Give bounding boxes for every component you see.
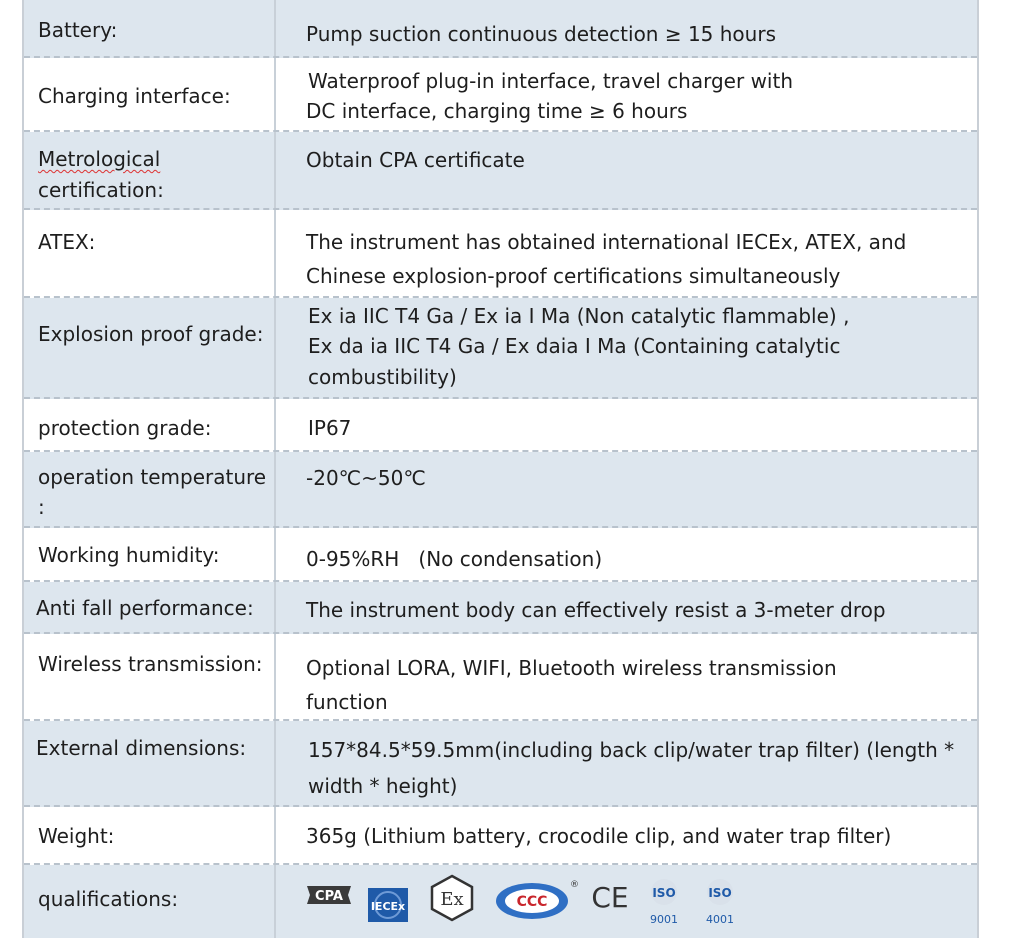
iso-9001-logo-icon <box>644 878 684 928</box>
iso-4001-logo-text: ISO <box>708 886 732 900</box>
row-label: Battery: <box>38 18 118 42</box>
iecex-logo-text: IECEx <box>370 900 406 913</box>
row-value: IP67 <box>308 416 352 440</box>
table-row <box>24 132 977 210</box>
cpa-logo-icon <box>304 882 354 908</box>
row-label-cell <box>24 807 276 863</box>
row-value-line: combustibility) <box>308 365 457 389</box>
row-value-cell <box>276 865 977 938</box>
row-value-line: Ex da ia IIC T4 Ga / Ex daia I Ma (Containing catalytic <box>308 334 841 358</box>
iecex-logo-icon <box>366 886 414 926</box>
table-row <box>24 58 977 132</box>
row-value-line: function <box>306 690 388 714</box>
table-row <box>24 582 977 634</box>
row-value-line: 157*84.5*59.5mm(including back clip/water trap filter) (length * <box>308 738 955 762</box>
row-value-cell <box>276 582 977 632</box>
row-value-cell <box>276 210 977 296</box>
row-label-cell <box>24 210 276 296</box>
table-row <box>24 0 977 58</box>
row-value-line: Ex ia IIC T4 Ga / Ex ia I Ma (Non catalytic flammable) , <box>308 304 850 328</box>
row-label-cell <box>24 58 276 130</box>
row-value: Obtain CPA certificate <box>306 148 525 172</box>
row-label: Weight: <box>38 824 115 848</box>
ex-logo-icon <box>428 874 476 922</box>
row-label-cell <box>24 132 276 208</box>
row-value: The instrument body can effectively resist a 3-meter drop <box>306 598 886 622</box>
iso-9001-logo-text: ISO <box>652 886 676 900</box>
row-label: Explosion proof grade: <box>38 322 264 346</box>
ce-logo-text: CE <box>591 881 629 914</box>
ccc-logo-icon <box>494 876 579 922</box>
row-label-cell <box>24 399 276 450</box>
row-label-cell <box>24 721 276 805</box>
row-value-cell <box>276 132 977 208</box>
table-row <box>24 865 977 938</box>
row-value-cell <box>276 721 977 805</box>
row-value-cell <box>276 399 977 450</box>
row-value: 365g (Lithium battery, crocodile clip, and water trap filter) <box>306 824 892 848</box>
row-label-line: operation temperature <box>38 465 267 489</box>
row-value-line: Optional LORA, WIFI, Bluetooth wireless transmission <box>306 656 837 680</box>
table-row <box>24 298 977 399</box>
row-label: External dimensions: <box>36 736 247 760</box>
row-value-cell <box>276 634 977 719</box>
row-label-cell <box>24 452 276 526</box>
table-row <box>24 452 977 528</box>
table-row <box>24 528 977 582</box>
iso-4001-logo-icon <box>700 878 740 928</box>
row-label: Working humidity: <box>38 543 220 567</box>
table-row <box>24 634 977 721</box>
row-label-cell <box>24 528 276 580</box>
row-value: Pump suction continuous detection ≥ 15 hours <box>306 22 776 46</box>
row-label-line: : <box>38 495 45 519</box>
row-label-line: certification: <box>38 178 164 202</box>
ce-logo-icon <box>588 880 632 914</box>
row-value-line: DC interface, charging time ≥ 6 hours <box>306 99 688 123</box>
row-value-line: The instrument has obtained international IECEx, ATEX, and <box>306 230 907 254</box>
ex-logo-text: Ex <box>440 889 464 910</box>
table-row <box>24 399 977 452</box>
row-label: Charging interface: <box>38 84 231 108</box>
row-value-line: width * height) <box>308 774 458 798</box>
row-value-line: Waterproof plug-in interface, travel charger with <box>308 69 793 93</box>
row-label-cell <box>24 582 276 632</box>
row-value-cell <box>276 528 977 580</box>
row-label-line: Metrological <box>38 147 161 171</box>
cpa-logo-text: CPA <box>315 889 343 904</box>
row-label: qualifications: <box>38 887 179 911</box>
row-value-cell <box>276 452 977 526</box>
row-value-cell <box>276 807 977 863</box>
table-row <box>24 721 977 807</box>
row-value-line: Chinese explosion-proof certifications simultaneously <box>306 264 841 288</box>
row-label-cell <box>24 865 276 938</box>
specification-table <box>22 0 979 938</box>
iso-9001-number: 9001 <box>650 913 678 926</box>
table-row <box>24 807 977 865</box>
row-value-cell <box>276 58 977 130</box>
row-label-cell <box>24 0 276 56</box>
row-value-cell <box>276 298 977 397</box>
svg-text:®: ® <box>570 880 579 890</box>
row-label: Anti fall performance: <box>36 596 254 620</box>
row-value: 0-95%RH (No condensation) <box>306 547 603 571</box>
table-row <box>24 210 977 298</box>
row-label: ATEX: <box>38 230 96 254</box>
iso-4001-number: 4001 <box>706 913 734 926</box>
row-label-cell <box>24 298 276 397</box>
ccc-logo-text: CCC <box>516 894 548 910</box>
row-value: -20℃~50℃ <box>306 466 426 490</box>
row-label: protection grade: <box>38 416 212 440</box>
row-value-cell <box>276 0 977 56</box>
row-label: Wireless transmission: <box>38 652 263 676</box>
row-label-cell <box>24 634 276 719</box>
